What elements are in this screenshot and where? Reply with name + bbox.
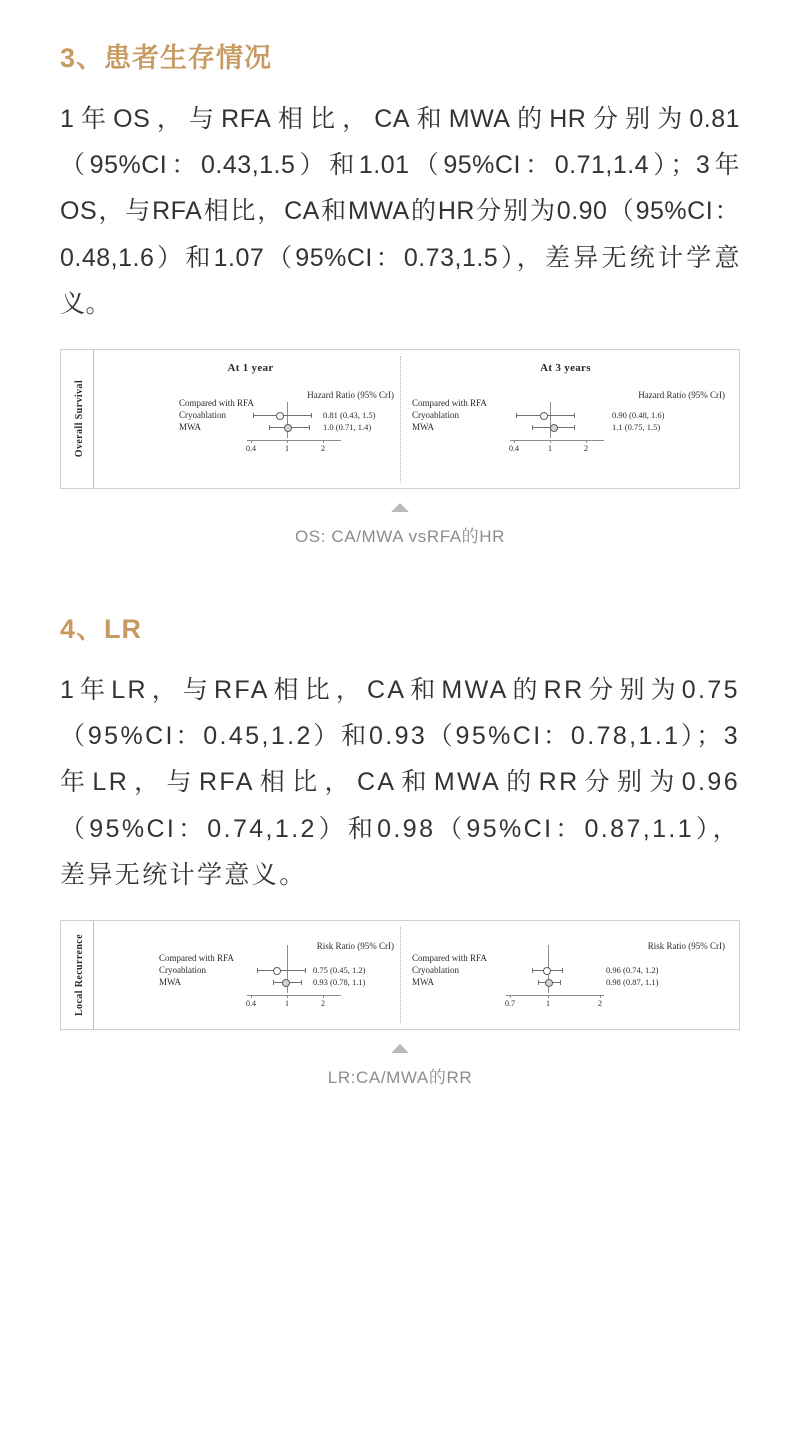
- lr-panel-2-tick-label-3: 2: [598, 999, 602, 1009]
- lr-panel-1-axis: [247, 995, 341, 996]
- os-panel-1-tick-label-2: 1: [285, 444, 289, 454]
- lr-panel-1-tick-1: [251, 995, 252, 998]
- os-panel-1-point-cryo: [276, 412, 284, 420]
- lr-panel-2-axis: [506, 995, 604, 996]
- lr-panel-1-ci-cap-right-cryo: [305, 968, 306, 973]
- os-panel-1-point-mwa: [284, 424, 292, 432]
- lr-panel-1-ci-cap-right-mwa: [301, 980, 302, 985]
- lr-panel-1-tick-3: [323, 995, 324, 998]
- caret-up-icon: [391, 503, 409, 512]
- lr-panel-2-tick-1: [510, 995, 511, 998]
- lr-panel-2-compare-header: Compared with RFA: [412, 953, 487, 964]
- lr-panel-2-row-label-cryo: Cryoablation: [412, 965, 459, 976]
- lr-panel-2-effect-header: Risk Ratio (95% CrI): [647, 941, 725, 952]
- lr-panel-1-compare-header: Compared with RFA: [159, 953, 234, 964]
- lr-panel-2-point-mwa: [545, 979, 553, 987]
- lr-panel-1-effect-header: Risk Ratio (95% CrI): [316, 941, 394, 952]
- lr-panel-1-tick-label-2: 1: [285, 999, 289, 1009]
- os-panel-2-ci-cap-left-cryo: [516, 413, 517, 418]
- os-panel-3-years: [400, 350, 731, 488]
- lr-panel-1-ci-cryo: [257, 970, 305, 971]
- lr-panel-2-ci-cap-left-cryo: [532, 968, 533, 973]
- lr-panel-2-estimate-mwa: 0.98 (0.87, 1.1): [606, 977, 659, 988]
- os-panel-1-row-label-cryo: Cryoablation: [179, 410, 226, 421]
- lr-panel-2-estimate-cryo: 0.96 (0.74, 1.2): [606, 965, 659, 976]
- os-panel-1-ci-cap-left-mwa: [269, 425, 270, 430]
- lr-panel-1-ci-cap-left-mwa: [273, 980, 274, 985]
- os-panel-1-title: At 1 year: [227, 362, 274, 375]
- os-panel-1-reference-line: [287, 402, 288, 438]
- os-panel-2-estimate-mwa: 1.1 (0.75, 1.5): [612, 422, 661, 433]
- forest-plot-os: [60, 349, 740, 489]
- section-spacer: [60, 547, 740, 599]
- lr-panel-2-tick-label-2: 1: [546, 999, 550, 1009]
- os-panel-2-ci-cap-right-cryo: [574, 413, 575, 418]
- lr-panel-2-ci-cap-left-mwa: [538, 980, 539, 985]
- os-panel-1-effect-header: Hazard Ratio (95% CrI): [307, 390, 394, 401]
- lr-panel-1-tick-2: [287, 995, 288, 998]
- section-heading-lr: 4、LR: [60, 614, 143, 645]
- os-y-axis-label: Overall Survival: [67, 350, 94, 488]
- os-panel-2-row-label-mwa: MWA: [412, 422, 434, 433]
- os-panel-2-effect-header: Hazard Ratio (95% CrI): [638, 390, 725, 401]
- os-panel-1-tick-label-3: 2: [321, 444, 325, 454]
- os-panel-2-point-mwa: [550, 424, 558, 432]
- lr-panel-2-tick-2: [548, 995, 549, 998]
- os-panel-2-compare-header: Compared with RFA: [412, 398, 487, 409]
- os-panel-2-point-cryo: [540, 412, 548, 420]
- figure-local-recurrence: [60, 920, 740, 1088]
- section-paragraph-survival: 1年OS，与RFA相比，CA和MWA的HR分别为0.81（95%CI：0.43,1.5）和1.01（95%CI：0.71,1.4）；3年OS，与RFA相比，CA和MWA的HR分别为0.90（95%CI：0.48,1.6）和1.07（95%CI：0.73,1.5），差异无统计学意义。: [60, 104, 740, 318]
- os-panel-2-ci-cap-left-mwa: [532, 425, 533, 430]
- lr-panel-2-row-label-mwa: MWA: [412, 977, 434, 988]
- lr-panel-1-row-label-mwa: MWA: [159, 977, 181, 988]
- os-panel-2-title: At 3 years: [540, 362, 591, 375]
- forest-plot-lr: [60, 920, 740, 1030]
- os-panel-1-tick-3: [323, 440, 324, 443]
- os-panel-2-reference-line: [550, 402, 551, 438]
- lr-y-axis-label: Local Recurrence: [67, 921, 94, 1029]
- lr-panel-2-point-cryo: [543, 967, 551, 975]
- lr-panel-2-ci-cap-right-mwa: [560, 980, 561, 985]
- lr-panel-3-years: [400, 921, 731, 1029]
- os-panel-2-tick-label-2: 1: [548, 444, 552, 454]
- os-panel-1-compare-header: Compared with RFA: [179, 398, 254, 409]
- lr-panel-1-point-mwa: [282, 979, 290, 987]
- os-panel-1-year: [101, 350, 400, 488]
- lr-panel-1-estimate-cryo: 0.75 (0.45, 1.2): [313, 965, 366, 976]
- caret-up-icon: [391, 1044, 409, 1053]
- os-panel-2-tick-label-1: 0.4: [509, 444, 519, 454]
- lr-figure-caption: LR:CA/MWA的RR: [327, 1068, 473, 1088]
- figure-overall-survival: [60, 349, 740, 547]
- lr-panel-2-ci-cap-right-cryo: [562, 968, 563, 973]
- os-panel-2-tick-3: [586, 440, 587, 443]
- section-paragraph-lr: 1年LR，与RFA相比，CA和MWA的RR分别为0.75（95%CI：0.45,1.2）和0.93（95%CI：0.78,1.1）；3年LR，与RFA相比，CA和MWA的RR分别为0.96（95%CI：0.74,1.2）和0.98（95%CI：0.87,1.1），差异无统计学意义。: [60, 675, 740, 889]
- lr-panel-1-estimate-mwa: 0.93 (0.78, 1.1): [313, 977, 366, 988]
- os-panel-2-tick-1: [514, 440, 515, 443]
- os-panel-1-tick-1: [251, 440, 252, 443]
- lr-panel-2-tick-3: [600, 995, 601, 998]
- os-panel-1-tick-label-1: 0.4: [246, 444, 256, 454]
- lr-panel-1-row-label-cryo: Cryoablation: [159, 965, 206, 976]
- os-panel-2-ci-cap-right-mwa: [574, 425, 575, 430]
- os-panel-1-ci-cap-right-cryo: [311, 413, 312, 418]
- os-panel-1-axis: [247, 440, 341, 441]
- lr-panel-1-point-cryo: [273, 967, 281, 975]
- os-panel-1-row-label-mwa: MWA: [179, 422, 201, 433]
- os-panel-2-axis: [510, 440, 604, 441]
- lr-panel-1-year: [101, 921, 400, 1029]
- os-panel-1-estimate-mwa: 1.0 (0.71, 1.4): [323, 422, 372, 433]
- section-heading-survival: 3、患者生存情况: [60, 43, 273, 73]
- os-panel-2-estimate-cryo: 0.90 (0.48, 1.6): [612, 410, 665, 421]
- lr-panel-1-ci-cap-left-cryo: [257, 968, 258, 973]
- os-panel-1-ci-cap-left-cryo: [253, 413, 254, 418]
- os-panel-1-tick-2: [287, 440, 288, 443]
- os-panel-1-estimate-cryo: 0.81 (0.43, 1.5): [323, 410, 376, 421]
- lr-panel-1-tick-label-3: 2: [321, 999, 325, 1009]
- os-panel-2-row-label-cryo: Cryoablation: [412, 410, 459, 421]
- os-figure-caption: OS: CA/MWA vsRFA的HR: [294, 527, 506, 547]
- lr-panel-1-tick-label-1: 0.4: [246, 999, 256, 1009]
- lr-caption-wrap: [60, 1044, 740, 1088]
- os-panel-2-tick-2: [550, 440, 551, 443]
- os-caption-wrap: [60, 503, 740, 547]
- lr-panel-2-tick-label-1: 0.7: [505, 999, 515, 1009]
- os-panel-1-ci-cap-right-mwa: [309, 425, 310, 430]
- os-panel-2-tick-label-3: 2: [584, 444, 588, 454]
